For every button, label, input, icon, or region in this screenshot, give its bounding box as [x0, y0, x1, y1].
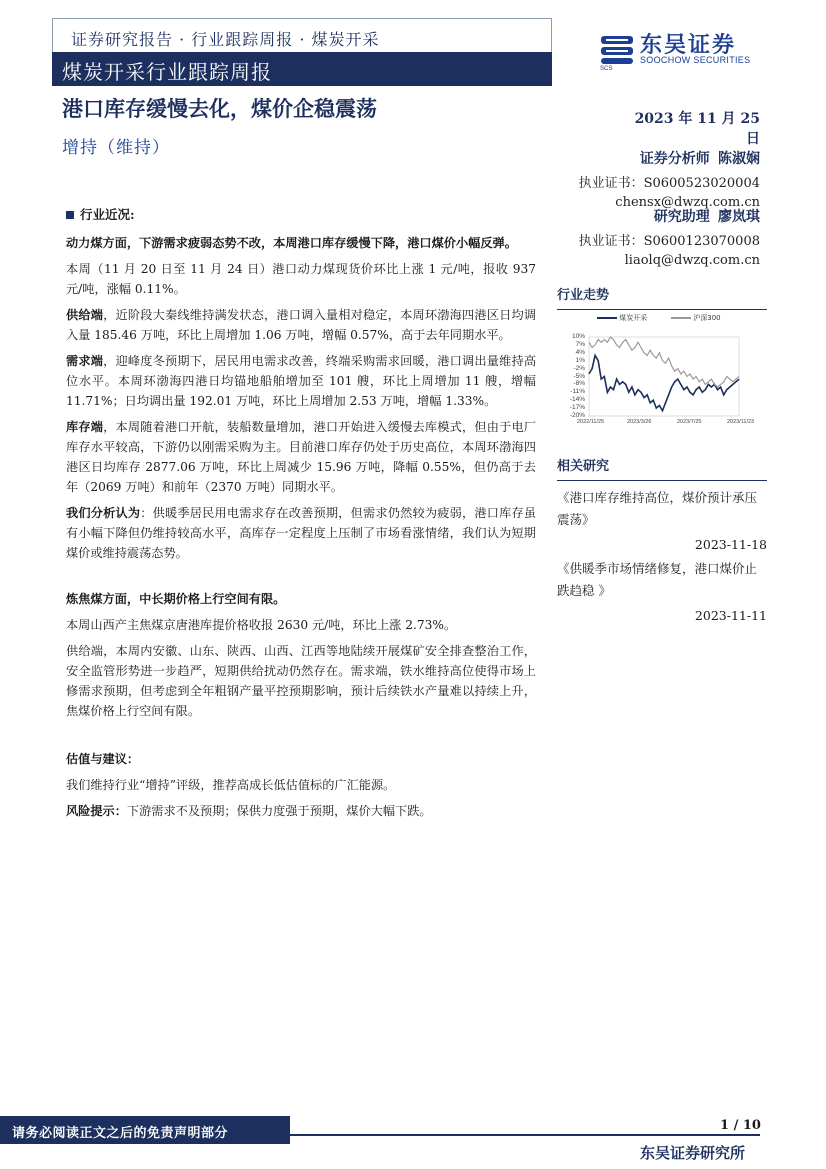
y-tick-label: 7% — [575, 340, 585, 348]
report-header — [52, 18, 552, 86]
view-text: ：供暖季居民用电需求存在改善预期，但需求仍然较为疲弱，港口库存虽有小幅下降但仍维持较高水平，高库存一定程度上压制了市场看涨情绪，我们认为短期煤价或维持震荡态势。 — [66, 506, 537, 560]
trend-title: 行业走势 — [557, 288, 610, 303]
author-2-email[interactable]: liaolq@dwzq.com.cn — [624, 253, 760, 268]
y-tick-label: 10% — [571, 333, 585, 340]
section-title: 行业近况: — [80, 207, 135, 222]
series-line-1 — [589, 355, 739, 410]
author-2-name: 廖岚琪 — [718, 209, 760, 225]
related-item-date: 2023-11-11 — [694, 608, 767, 623]
demand-text: ，迎峰度冬预期下，居民用电需求改善，终端采购需求回暖，港口调出量维持高位水平。本周环渤海四港日均锚地船舶增加至 101 艘，环比上周增加 11 艘，增幅 11.71%；日均调出量 192.01 万吨，环比上周增加 2.53 万吨，增幅 1.33%。 — [66, 354, 537, 408]
company-logo — [600, 28, 770, 72]
related-title: 相关研究 — [557, 459, 610, 474]
series-line-2 — [589, 337, 739, 387]
related-divider — [557, 480, 767, 481]
related-item-title[interactable]: 《港口库存维持高位，煤价预计承压震荡》 — [557, 490, 758, 527]
legend-swatch-1 — [597, 317, 617, 319]
bullet-square-icon — [66, 211, 74, 219]
logo-abbr: SCS — [600, 66, 613, 72]
author-1-email[interactable]: chensx@dwzq.com.cn — [615, 195, 760, 210]
y-tick-label: 4% — [575, 348, 585, 356]
x-tick-label: 2023/11/23 — [727, 419, 755, 425]
y-tick-label: -14% — [569, 396, 585, 404]
section-heading — [66, 205, 536, 225]
legend-label-1: 煤炭开采 — [619, 314, 648, 322]
related-item-date: 2023-11-18 — [694, 537, 767, 552]
logo-name-cn: 东吴证券 — [640, 33, 737, 58]
coking-price: 本周山西产主焦煤京唐港库提价格收报 2630 元/吨，环比上涨 2.73%。 — [66, 618, 457, 632]
risk-label: 风险提示： — [66, 804, 127, 818]
thermal-price: 本周（11 月 20 日至 11 月 24 日）港口动力煤现货价环比上涨 1 元/吨，报收 937 元/吨，涨幅 0.11%。 — [66, 262, 536, 296]
legend-item-1 — [597, 313, 647, 323]
supply-label: 供给端 — [66, 308, 104, 322]
author-1-name: 陈淑娴 — [718, 151, 760, 167]
author-2-cert: 执业证书：S0600123070008 — [578, 234, 760, 249]
y-tick-label: -20% — [569, 412, 585, 419]
inventory-label: 库存端 — [66, 420, 104, 434]
coking-lead: 炼焦煤方面，中长期价格上行空间有限。 — [66, 592, 286, 606]
y-tick-label: -8% — [573, 380, 585, 388]
y-tick-label: -17% — [569, 404, 585, 412]
trend-chart-svg — [561, 305, 767, 427]
author-1 — [579, 148, 760, 210]
valuation-title: 估值与建议： — [66, 752, 140, 766]
author-1-cert: 执业证书：S0600523020004 — [578, 176, 760, 191]
report-series-title: 煤炭开采行业跟踪周报 — [52, 52, 552, 86]
logo-name-en: SOOCHOW SECURITIES — [640, 55, 751, 65]
related-list — [557, 487, 767, 623]
y-tick-label: -2% — [573, 364, 585, 372]
related-item-title[interactable]: 《供暖季市场情绪修复，港口煤价止跌趋稳 》 — [557, 561, 758, 598]
x-tick-label: 2023/7/25 — [677, 419, 702, 425]
breadcrumb: 证券研究报告 · 行业跟踪周报 · 煤炭开采 — [52, 18, 552, 52]
author-2-role: 研究助理 — [653, 209, 710, 225]
rating: 增持（维持） — [62, 138, 170, 158]
demand-paragraph — [66, 351, 536, 411]
risk-text: 下游需求不及预期；保供力度强于预期，煤价大幅下跌。 — [126, 804, 432, 818]
risk-paragraph — [66, 801, 536, 821]
y-tick-label: 1% — [575, 356, 585, 364]
valuation-text: 我们维持行业“增持”评级，推荐高成长低估值标的广汇能源。 — [66, 778, 396, 792]
x-tick-label: 2023/3/26 — [627, 419, 652, 425]
report-date: 2023 年 11 月 25 日 — [634, 111, 760, 147]
view-paragraph — [66, 503, 536, 563]
view-label: 我们分析认为 — [66, 506, 141, 520]
coking-paragraph: 供给端，本周内安徽、山东、陕西、山西、江西等地陆续开展煤矿安全排查整治工作，安全监管形势进一步趋严，短期供给扰动仍然存在。需求端，铁水维持高位使得市场上修需求预期，但考虑到全年粗钢产量平控预期影响，预计后续铁水产量难以持续上升，焦煤价格上行空间有限。 — [66, 644, 536, 718]
thermal-lead: 动力煤方面，下游需求疲弱态势不改，本周港口库存缓慢下降，港口煤价小幅反弹。 — [66, 236, 517, 250]
related-section — [557, 455, 767, 629]
soochow-logo-icon — [600, 32, 634, 66]
footer-org: 东吴证券研究所 — [640, 1144, 746, 1162]
report-title: 港口库存缓慢去化，煤价企稳震荡 — [62, 96, 377, 121]
legend-item-2 — [671, 313, 721, 323]
footer-divider — [290, 1134, 760, 1136]
supply-paragraph — [66, 305, 536, 345]
demand-label: 需求端 — [66, 354, 104, 368]
inventory-text: ，本周随着港口开航，装船数量增加，港口开始进入缓慢去库模式，但由于电厂库存水平较高，下游仍以刚需采购为主。目前港口库存仍处于历史高位，本周环渤海四港区日均库存 2877.06 万吨，环比上周减少 15.96 万吨，降幅 0.55%，但仍高于去年（2069 万吨）和前年（2370 万吨）同期水平。 — [66, 420, 537, 494]
supply-text: ，近阶段大秦线维持满发状态，港口调入量相对稳定，本周环渤海四港区日均调入量 185.46 万吨，环比上周增加 1.06 万吨，增幅 0.57%，高于去年同期水平。 — [66, 308, 537, 342]
trend-chart — [561, 305, 767, 427]
legend-swatch-2 — [671, 317, 691, 319]
plot-area — [589, 337, 739, 416]
legend-label-2: 沪深300 — [693, 314, 721, 322]
author-2 — [579, 206, 760, 268]
x-tick-label: 2022/11/25 — [577, 419, 605, 425]
y-tick-label: -11% — [570, 388, 585, 396]
inventory-paragraph — [66, 417, 536, 497]
report-body — [66, 205, 536, 827]
disclaimer-banner: 请务必阅读正文之后的免责声明部分 — [0, 1116, 290, 1144]
page-number: 1 / 10 — [720, 1118, 761, 1133]
y-tick-label: -5% — [573, 372, 585, 380]
author-1-role: 证券分析师 — [639, 151, 710, 167]
